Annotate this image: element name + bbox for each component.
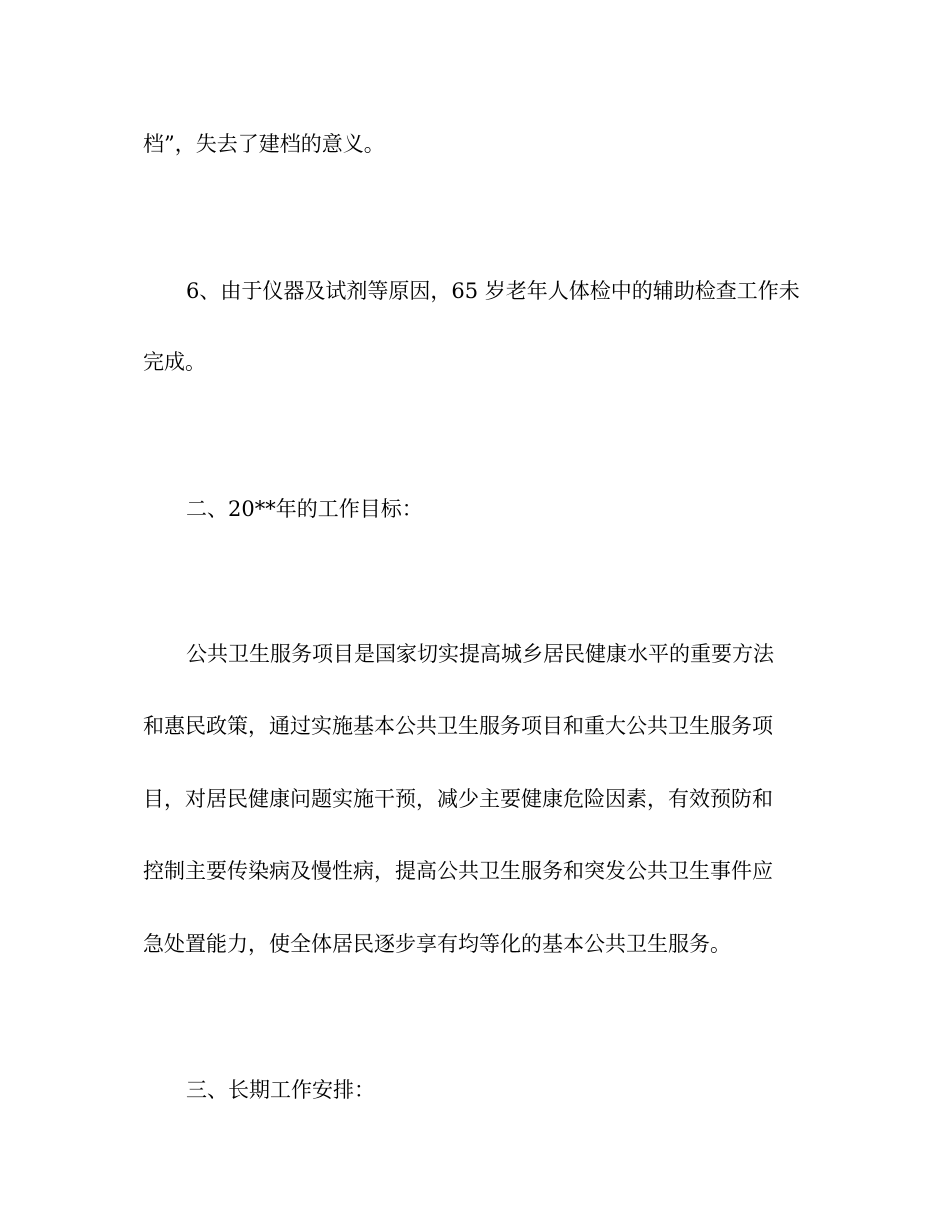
paragraph-line: 完成。 [143,350,206,374]
paragraph-line: 目，对居民健康问题实施干预，减少主要健康危险因素，有效预防和 [143,787,773,811]
section-heading: 三、长期工作安排： [186,1078,375,1102]
paragraph-line: 控制主要传染病及慢性病，提高公共卫生服务和突发公共卫生事件应 [143,859,773,883]
paragraph-line: 档”，失去了建档的意义。 [143,132,385,156]
paragraph-line: 6、由于仪器及试剂等原因，65 岁老年人体检中的辅助检查工作未 [186,279,800,303]
paragraph-line: 和惠民政策，通过实施基本公共卫生服务项目和重大公共卫生服务项 [143,714,773,738]
paragraph-line: 公共卫生服务项目是国家切实提高城乡居民健康水平的重要方法 [186,642,774,666]
paragraph-line: 急处置能力，使全体居民逐步享有均等化的基本公共卫生服务。 [143,932,731,956]
section-heading: 二、20**年的工作目标： [186,497,423,521]
